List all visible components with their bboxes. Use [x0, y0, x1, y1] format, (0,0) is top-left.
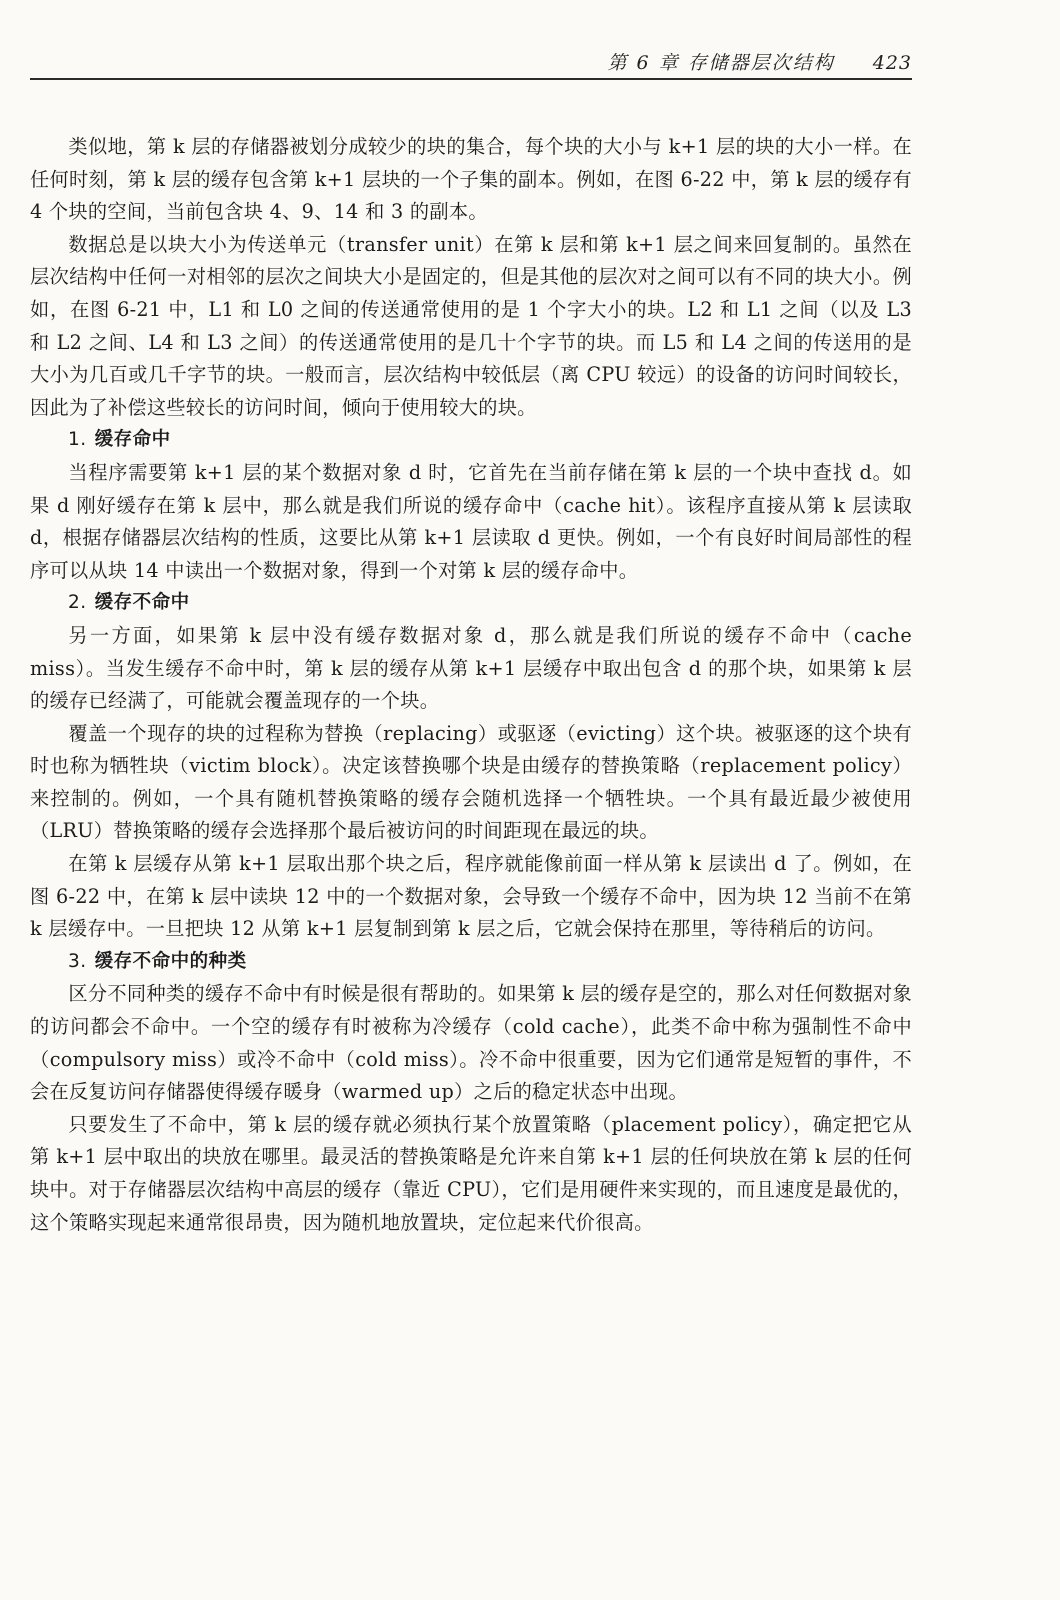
section-number: 2. — [68, 592, 87, 614]
paragraph: 当程序需要第 k+1 层的某个数据对象 d 时，它首先在当前存储在第 k 层的一个块中查找 d。如果 d 刚好缓存在第 k 层中，那么就是我们所说的缓存命中（cache hit）。该程序直接从第 k 层读取 d，根据存储器层次结构的性质，这要比从第 k+1 层读取 d 更快。例如，一个有良好时间局部性的程序可以从块 14 中读出一个数据对象，得到一个对第 k 层的缓存命中。 — [30, 460, 912, 582]
section-number: 1. — [68, 429, 87, 451]
paragraph: 另一方面，如果第 k 层中没有缓存数据对象 d，那么就是我们所说的缓存不命中（cache miss）。当发生缓存不命中时，第 k 层的缓存从第 k+1 层缓存中取出包含 d 的那个块，如果第 k 层的缓存已经满了，可能就会覆盖现存的一个块。 — [30, 623, 912, 713]
section-heading — [30, 587, 912, 620]
section-title: 缓存不命中 — [94, 592, 190, 614]
section-heading — [30, 946, 912, 979]
section-heading — [30, 424, 912, 457]
paragraph: 覆盖一个现存的块的过程称为替换（replacing）或驱逐（evicting）这个块。被驱逐的这个块有时也称为牺牲块（victim block）。决定该替换哪个块是由缓存的替换策略（replacement policy）来控制的。例如，一个具有随机替换策略的缓存会随机选择一个牺牲块。一个具有最近最少被使用（LRU）替换策略的缓存会选择那个最后被访问的时间距现在最远的块。 — [30, 721, 912, 843]
body-text — [30, 131, 912, 1239]
paragraph: 类似地，第 k 层的存储器被划分成较少的块的集合，每个块的大小与 k+1 层的块的大小一样。在任何时刻，第 k 层的缓存包含第 k+1 层块的一个子集的副本。例如，在图 6-22 中，第 k 层的缓存有 4 个块的空间，当前包含块 4、9、14 和 3 的副本。 — [30, 135, 912, 224]
section-title: 缓存不命中的种类 — [94, 950, 247, 972]
header-text-block — [608, 48, 912, 75]
chapter-title: 第 6 章 存储器层次结构 — [607, 52, 835, 74]
section-number: 3. — [68, 950, 87, 972]
paragraph: 区分不同种类的缓存不命中有时候是很有帮助的。如果第 k 层的缓存是空的，那么对任何数据对象的访问都会不命中。一个空的缓存有时被称为冷缓存（cold cache），此类不命中称为强制性不命中（compulsory miss）或冷不命中（cold miss）。冷不命中很重要，因为它们通常是短暂的事件，不会在反复访问存储器使得缓存暖身（warmed up）之后的稳定状态中出现。 — [30, 982, 912, 1104]
running-header — [30, 44, 912, 80]
section-title: 缓存命中 — [94, 429, 171, 451]
paragraph: 在第 k 层缓存从第 k+1 层取出那个块之后，程序就能像前面一样从第 k 层读出 d 了。例如，在图 6-22 中，在第 k 层中读块 12 中的一个数据对象，会导致一个缓存不命中，因为块 12 当前不在第 k 层缓存中。一旦把块 12 从第 k+1 层复制到第 k 层之后，它就会保持在那里，等待稍后的访问。 — [30, 852, 912, 941]
paragraph: 只要发生了不命中，第 k 层的缓存就必须执行某个放置策略（placement policy），确定把它从第 k+1 层中取出的块放在哪里。最灵活的替换策略是允许来自第 k+1 层的任何块放在第 k 层的任何块中。对于存储器层次结构中高层的缓存（靠近 CPU），它们是用硬件来实现的，而且速度是最优的，这个策略实现起来通常很昂贵，因为随机地放置块，定位起来代价很高。 — [30, 1112, 912, 1234]
page-number: 423 — [872, 52, 912, 74]
paragraph: 数据总是以块大小为传送单元（transfer unit）在第 k 层和第 k+1 层之间来回复制的。虽然在层次结构中任何一对相邻的层次之间块大小是固定的，但是其他的层次对之间可以有不同的块大小。例如，在图 6-21 中，L1 和 L0 之间的传送通常使用的是 1 个字大小的块。L2 和 L1 之间（以及 L3 和 L2 之间、L4 和 L3 之间）的传送通常使用的是几十个字节的块。而 L5 和 L4 之间的传送用的是大小为几百或几千字节的块。一般而言，层次结构中较低层（离 CPU 较远）的设备的访问时间较长，因此为了补偿这些较长的访问时间，倾向于使用较大的块。 — [30, 232, 912, 419]
